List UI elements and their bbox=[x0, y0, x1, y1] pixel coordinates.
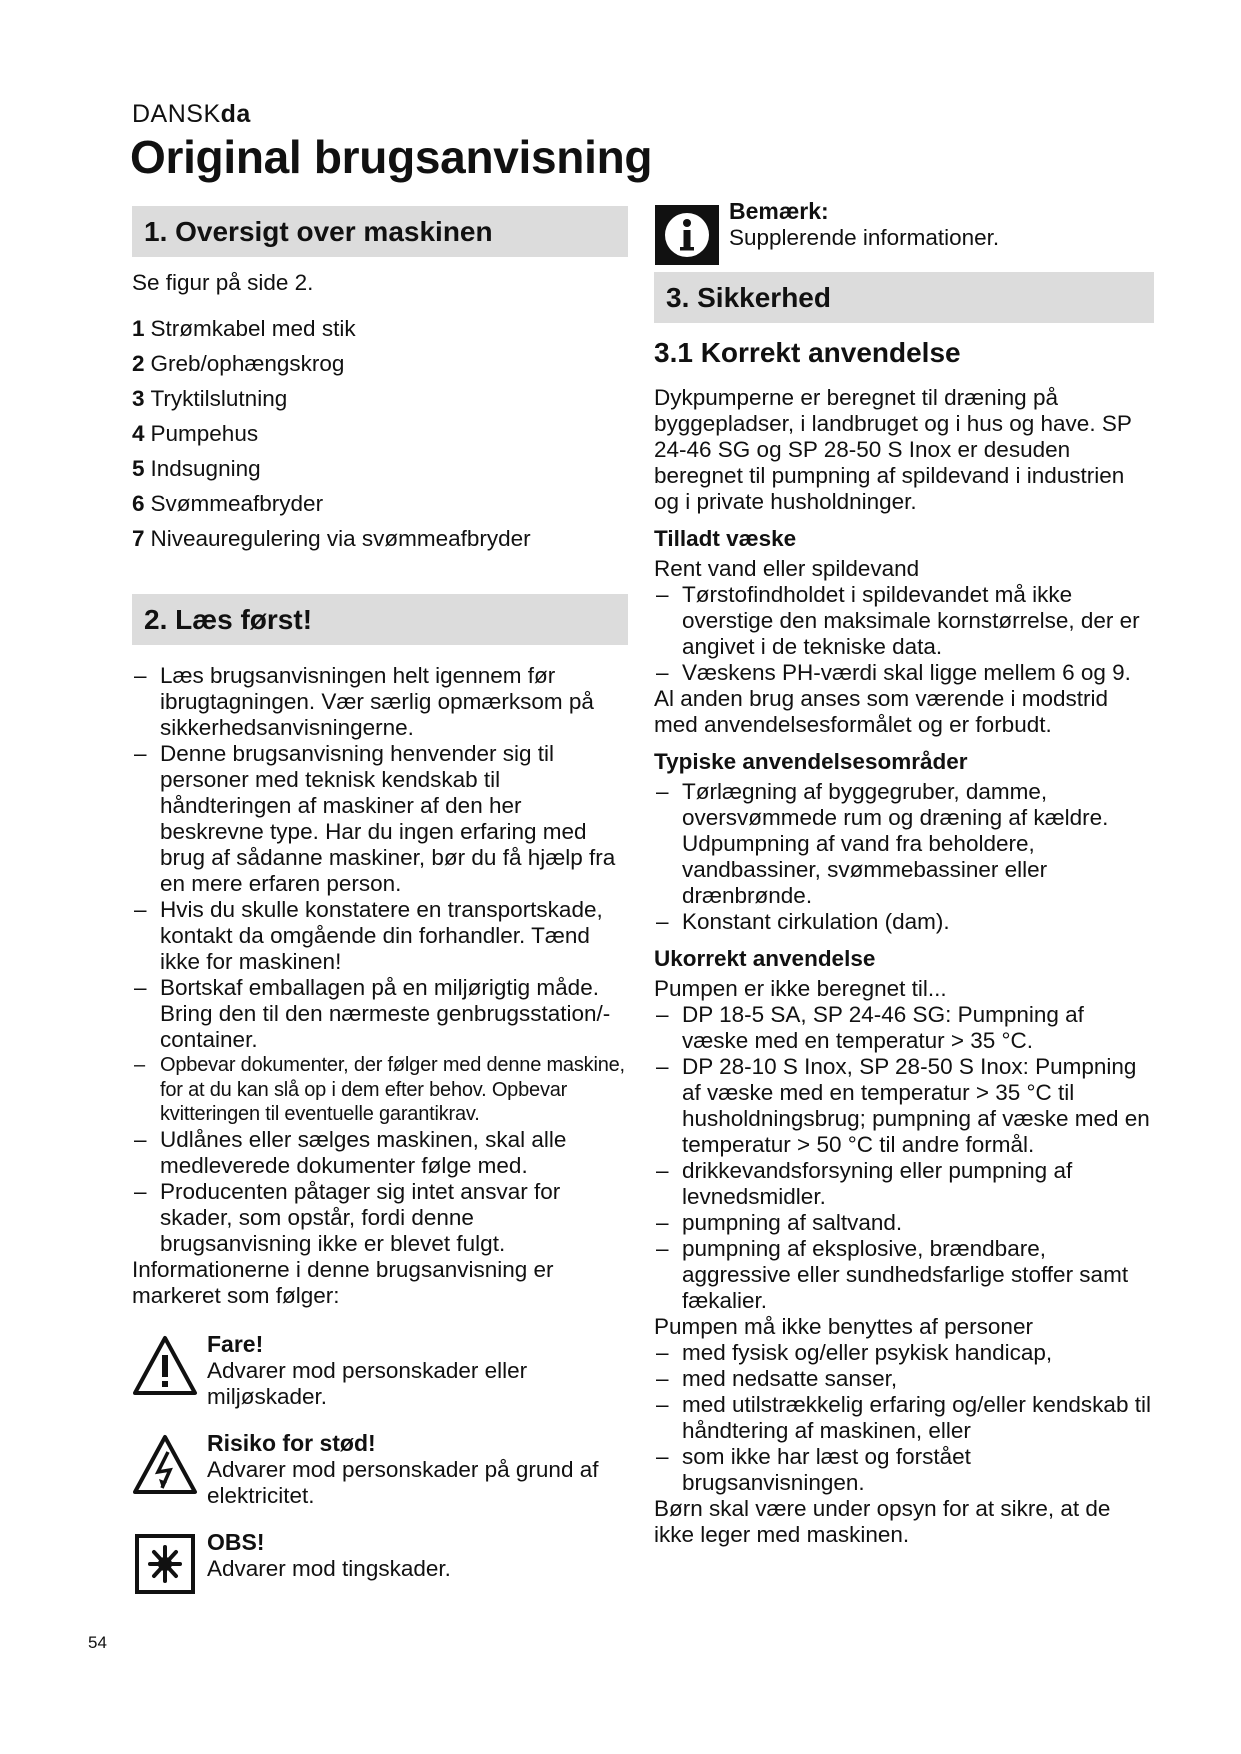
heading-allowed-liquid: Tilladt væske bbox=[654, 526, 797, 551]
list-item: – Hvis du skulle konstatere en transportskade, kontakt da omgående din forhandler. Tænd ikke for maskinen! bbox=[132, 897, 628, 975]
incorrect-use-intro: Pumpen er ikke beregnet til... bbox=[654, 976, 947, 1001]
list-item: – med fysisk og/eller psykisk handicap, bbox=[654, 1340, 1154, 1366]
document-title: Original brugsanvisning bbox=[130, 131, 653, 183]
list-item: – Bortskaf emballagen på en miljørigtig måde. Bring den til den nærmeste genbrugsstation/-container. bbox=[132, 975, 628, 1053]
list-item: 4 Pumpehus bbox=[132, 421, 259, 446]
list-item: – pumpning af eksplosive, brændbare, aggressive eller sundhedsfarlige stoffer samt fækalier. bbox=[654, 1236, 1154, 1314]
parts-list bbox=[132, 316, 628, 552]
list-item: – Konstant cirkulation (dam). bbox=[654, 909, 1154, 935]
info-icon bbox=[654, 204, 720, 266]
list-item: – som ikke har læst og forstået brugsanvisningen. bbox=[654, 1444, 1154, 1496]
list-item: – drikkevandsforsyning eller pumpning af levnedsmidler. bbox=[654, 1158, 1154, 1210]
notice-caution bbox=[132, 1529, 628, 1589]
notice-text: Advarer mod tingskader. bbox=[207, 1555, 451, 1581]
heading-incorrect-use: Ukorrekt anvendelse bbox=[654, 946, 876, 971]
persons-list bbox=[654, 1340, 1154, 1496]
list-item: 7 Niveauregulering via svømmeafbryder bbox=[132, 526, 531, 551]
notice-text: Supplerende informationer. bbox=[729, 225, 1000, 250]
notice-title: Fare! bbox=[207, 1330, 264, 1357]
list-item: – med utilstrækkelig erfaring og/eller kendskab til håndtering af maskinen, eller bbox=[654, 1392, 1154, 1444]
allowed-liquid-text: Rent vand eller spildevand bbox=[654, 556, 920, 581]
notice-shock bbox=[132, 1430, 628, 1509]
notice-info bbox=[654, 198, 1154, 258]
list-item: – med nedsatte sanser, bbox=[654, 1366, 1154, 1392]
left-column bbox=[132, 206, 628, 1589]
list-item: – Producenten påtager sig intet ansvar for skader, som opstår, fordi denne brugsanvisning ikke er blevet fulgt. bbox=[132, 1179, 628, 1257]
notice-title: OBS! bbox=[207, 1528, 265, 1555]
incorrect-use-list bbox=[654, 1002, 1154, 1314]
list-item: 3 Tryktilslutning bbox=[132, 386, 288, 411]
allowed-liquid-list bbox=[654, 582, 1154, 686]
language-label: DANSKda bbox=[132, 100, 251, 128]
list-item: – Tørlægning af byggegruber, damme, oversvømmede rum og dræning af kældre. Udpumpning af vand fra beholdere, vandbassiner, svømmebassiner eller drænbrønde. bbox=[654, 779, 1154, 909]
list-item: – Opbevar dokumenter, der følger med denne maskine, for at du kan slå op i dem efter behov. Opbevar kvitteringen til eventuelle garantikrav. bbox=[132, 1053, 628, 1127]
heading-typical-uses: Typiske anvendelsesområder bbox=[654, 749, 968, 774]
list-item: 5 Indsugning bbox=[132, 456, 261, 481]
warning-triangle-icon bbox=[132, 1335, 198, 1397]
right-column bbox=[654, 198, 1154, 1548]
notice-danger bbox=[132, 1331, 628, 1410]
other-use-text: Al anden brug anses som værende i modstrid med anvendelsesformålet og er forbudt. bbox=[654, 686, 1108, 737]
typical-uses-list bbox=[654, 779, 1154, 935]
notice-title: Risiko for stød! bbox=[207, 1429, 376, 1456]
notice-text: Advarer mod personskader eller miljøskader. bbox=[207, 1357, 528, 1409]
list-item: – Tørstofindholdet i spildevandet må ikke overstige den maksimale kornstørrelse, der er angivet i de tekniske data. bbox=[654, 582, 1154, 660]
list-item: 2 Greb/ophængskrog bbox=[132, 351, 345, 376]
list-item: – DP 18-5 SA, SP 24-46 SG: Pumpning af væske med en temperatur > 35 °C. bbox=[654, 1002, 1154, 1054]
read-first-list bbox=[132, 663, 628, 1257]
persons-intro: Pumpen må ikke benyttes af personer bbox=[654, 1314, 1033, 1339]
page-number: 54 bbox=[88, 1633, 107, 1652]
notice-text: Advarer mod personskader på grund af elektricitet. bbox=[207, 1456, 599, 1508]
figure-reference: Se figur på side 2. bbox=[132, 270, 314, 295]
section-heading-safety: 3. Sikkerhed bbox=[654, 272, 1154, 323]
markings-intro: Informationerne i denne brugsanvisning er markeret som følger: bbox=[132, 1256, 554, 1308]
electric-shock-icon bbox=[132, 1434, 198, 1496]
list-item: – Væskens PH-værdi skal ligge mellem 6 og 9. bbox=[654, 660, 1154, 686]
notice-title: Bemærk: bbox=[729, 198, 829, 224]
list-item: 1 Strømkabel med stik bbox=[132, 316, 356, 341]
property-damage-icon bbox=[132, 1533, 198, 1595]
list-item: – Udlånes eller sælges maskinen, skal alle medleverede dokumenter følge med. bbox=[132, 1127, 628, 1179]
children-text: Børn skal være under opsyn for at sikre, at de ikke leger med maskinen. bbox=[654, 1496, 1111, 1547]
section-heading-read-first: 2. Læs først! bbox=[132, 594, 628, 645]
section-heading-overview: 1. Oversigt over maskinen bbox=[132, 206, 628, 257]
list-item: – Læs brugsanvisningen helt igennem før ibrugtagningen. Vær særlig opmærksom på sikkerhedsanvisningerne. bbox=[132, 663, 628, 741]
intended-use-text: Dykpumperne er beregnet til dræning på byggepladser, i landbruget og i hus og have. SP 24-46 SG og SP 28-50 S Inox er desuden beregnet til pumpning af spildevand i industrien og i private husholdninger. bbox=[654, 385, 1132, 514]
list-item: 6 Svømmeafbryder bbox=[132, 491, 324, 516]
subsection-heading: 3.1 Korrekt anvendelse bbox=[654, 337, 961, 368]
list-item: – DP 28-10 S Inox, SP 28-50 S Inox: Pumpning af væske med en temperatur > 35 °C til husholdningsbrug; pumpning af væske med en temperatur > 50 °C til andre formål. bbox=[654, 1054, 1154, 1158]
list-item: – Denne brugsanvisning henvender sig til personer med teknisk kendskab til håndteringen af maskiner af den her beskrevne type. Har du ingen erfaring med brug af sådanne maskiner, bør du få hjælp fra en mere erfaren person. bbox=[132, 741, 628, 897]
list-item: – pumpning af saltvand. bbox=[654, 1210, 1154, 1236]
